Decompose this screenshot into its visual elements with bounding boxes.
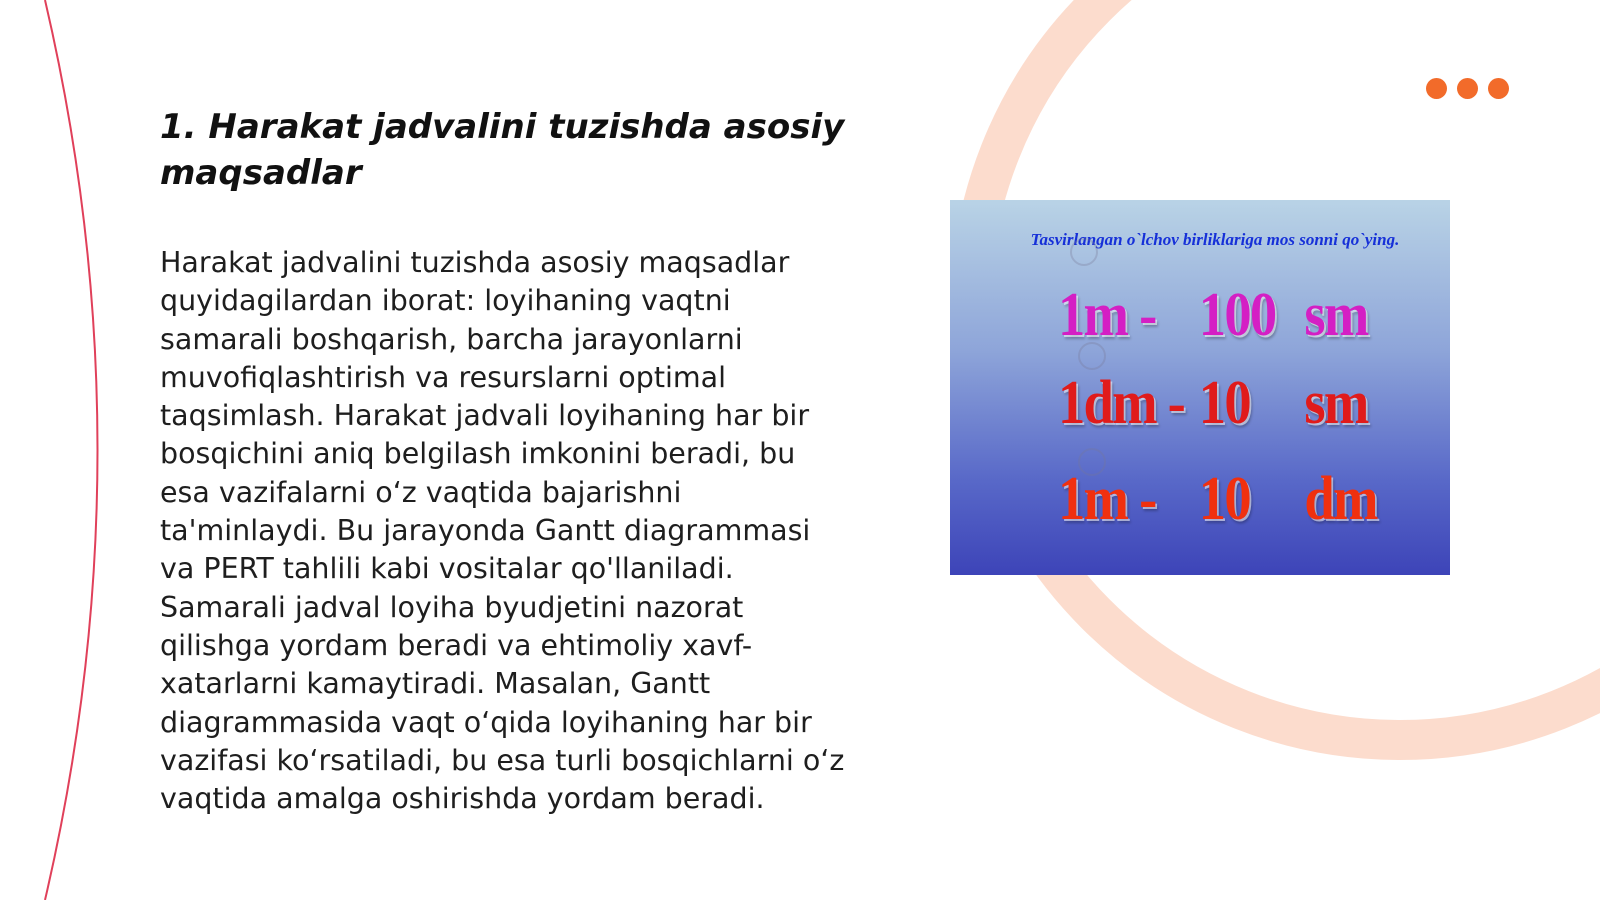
dot-3 bbox=[1488, 78, 1509, 99]
equation-row bbox=[1058, 280, 1368, 350]
image-instruction: Tasvirlangan o`lchov birliklariga mos sonni qo`ying. bbox=[1030, 230, 1400, 249]
dot-2 bbox=[1457, 78, 1478, 99]
units-image bbox=[950, 200, 1450, 575]
equation-left: 1dm - bbox=[1058, 369, 1185, 437]
equation-value: 100 bbox=[1198, 281, 1276, 349]
equation-row bbox=[1058, 368, 1368, 438]
equation-unit: sm bbox=[1304, 369, 1368, 437]
equation-value: 10 bbox=[1198, 369, 1250, 437]
dot-1 bbox=[1426, 78, 1447, 99]
equation-left: 1m - bbox=[1058, 465, 1156, 533]
slide-title: 1. Harakat jadvalini tuzishda asosiy maqsadlar bbox=[160, 107, 845, 193]
equation-value: 10 bbox=[1198, 465, 1250, 533]
equation-row bbox=[1058, 464, 1377, 534]
equation-left: 1m - bbox=[1058, 281, 1156, 349]
ghost-ring bbox=[1070, 238, 1098, 266]
equation-unit: dm bbox=[1304, 465, 1377, 533]
slide-body-text: Harakat jadvalini tuzishda asosiy maqsadlar quyidagilardan iborat: loyihaning vaqtni samarali boshqarish, barcha jarayonlarni muvofiqlashtirish va resurslarni optimal taqsimlash. Harakat jadvali loyihaning har bir bosqichini aniq belgilash imkonini beradi, bu esa vazifalarni o‘z vaqtida bajarishni ta'minlaydi. Bu jarayonda Gantt diagrammasi va PERT tahlili kabi vositalar qo'llaniladi. Samarali jadval loyiha byudjetini nazorat qilishga yordam beradi va ehtimoliy xavf-xatarlarni kamaytiradi. Masalan, Gantt diagrammasida vaqt o‘qida loyihaning har bir vazifasi ko‘rsatiladi, bu esa turli bosqichlarni o‘z vaqtida amalga oshirishda yordam beradi. bbox=[160, 246, 845, 816]
decorative-left-arc bbox=[45, 0, 98, 900]
equation-unit: sm bbox=[1304, 281, 1368, 349]
menu-dots bbox=[1426, 78, 1509, 99]
